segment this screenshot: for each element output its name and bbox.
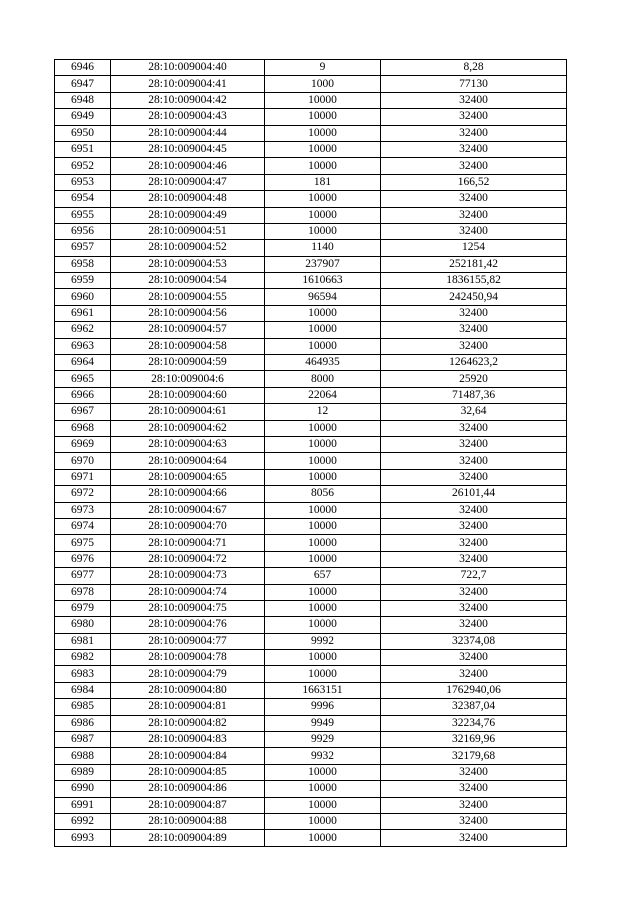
value-cell: 32400 [381, 158, 567, 174]
table-body [55, 60, 567, 847]
cadastral-number-cell: 28:10:009004:78 [111, 650, 265, 666]
row-number-cell: 6976 [55, 551, 111, 567]
table-row [55, 650, 567, 666]
cadastral-number-cell: 28:10:009004:47 [111, 174, 265, 190]
table-row [55, 486, 567, 502]
value-cell: 722,7 [381, 568, 567, 584]
table-row [55, 191, 567, 207]
cadastral-number-cell: 28:10:009004:45 [111, 141, 265, 157]
table-row [55, 584, 567, 600]
value-cell: 32400 [381, 600, 567, 616]
cadastral-number-cell: 28:10:009004:56 [111, 305, 265, 321]
value-cell: 32400 [381, 420, 567, 436]
value-cell: 32400 [381, 535, 567, 551]
area-cell: 22064 [265, 387, 381, 403]
cadastral-number-cell: 28:10:009004:49 [111, 207, 265, 223]
table-row [55, 830, 567, 846]
row-number-cell: 6979 [55, 600, 111, 616]
table-row [55, 699, 567, 715]
area-cell: 10000 [265, 436, 381, 452]
area-cell: 10000 [265, 469, 381, 485]
row-number-cell: 6965 [55, 371, 111, 387]
value-cell: 26101,44 [381, 486, 567, 502]
row-number-cell: 6992 [55, 813, 111, 829]
value-cell: 32169,96 [381, 732, 567, 748]
area-cell: 8000 [265, 371, 381, 387]
table-row [55, 617, 567, 633]
row-number-cell: 6964 [55, 355, 111, 371]
row-number-cell: 6978 [55, 584, 111, 600]
value-cell: 32400 [381, 551, 567, 567]
area-cell: 10000 [265, 207, 381, 223]
table-row [55, 666, 567, 682]
row-number-cell: 6990 [55, 781, 111, 797]
table-row [55, 682, 567, 698]
cadastral-number-cell: 28:10:009004:55 [111, 289, 265, 305]
area-cell: 10000 [265, 420, 381, 436]
table-row [55, 76, 567, 92]
cadastral-number-cell: 28:10:009004:59 [111, 355, 265, 371]
value-cell: 32400 [381, 436, 567, 452]
cadastral-number-cell: 28:10:009004:61 [111, 404, 265, 420]
row-number-cell: 6993 [55, 830, 111, 846]
area-cell: 10000 [265, 650, 381, 666]
table-row [55, 436, 567, 452]
row-number-cell: 6955 [55, 207, 111, 223]
cadastral-number-cell: 28:10:009004:73 [111, 568, 265, 584]
cadastral-number-cell: 28:10:009004:81 [111, 699, 265, 715]
row-number-cell: 6977 [55, 568, 111, 584]
area-cell: 10000 [265, 764, 381, 780]
area-cell: 10000 [265, 338, 381, 354]
row-number-cell: 6980 [55, 617, 111, 633]
area-cell: 10000 [265, 551, 381, 567]
table-row [55, 633, 567, 649]
cadastral-number-cell: 28:10:009004:74 [111, 584, 265, 600]
area-cell: 9 [265, 60, 381, 76]
row-number-cell: 6970 [55, 453, 111, 469]
table-row [55, 158, 567, 174]
cadastral-number-cell: 28:10:009004:79 [111, 666, 265, 682]
area-cell: 657 [265, 568, 381, 584]
row-number-cell: 6949 [55, 109, 111, 125]
area-cell: 12 [265, 404, 381, 420]
value-cell: 32400 [381, 617, 567, 633]
area-cell: 10000 [265, 109, 381, 125]
cadastral-number-cell: 28:10:009004:60 [111, 387, 265, 403]
value-cell: 32400 [381, 584, 567, 600]
row-number-cell: 6972 [55, 486, 111, 502]
cadastral-number-cell: 28:10:009004:71 [111, 535, 265, 551]
value-cell: 32400 [381, 797, 567, 813]
table-row [55, 371, 567, 387]
area-cell: 10000 [265, 223, 381, 239]
value-cell: 71487,36 [381, 387, 567, 403]
cadastral-number-cell: 28:10:009004:48 [111, 191, 265, 207]
row-number-cell: 6957 [55, 240, 111, 256]
row-number-cell: 6950 [55, 125, 111, 141]
table-row [55, 322, 567, 338]
area-cell: 9929 [265, 732, 381, 748]
table-row [55, 240, 567, 256]
row-number-cell: 6971 [55, 469, 111, 485]
area-cell: 10000 [265, 813, 381, 829]
value-cell: 32,64 [381, 404, 567, 420]
row-number-cell: 6958 [55, 256, 111, 272]
table-row [55, 289, 567, 305]
value-cell: 242450,94 [381, 289, 567, 305]
value-cell: 32400 [381, 305, 567, 321]
cadastral-number-cell: 28:10:009004:40 [111, 60, 265, 76]
value-cell: 32400 [381, 502, 567, 518]
row-number-cell: 6981 [55, 633, 111, 649]
cadastral-number-cell: 28:10:009004:85 [111, 764, 265, 780]
table-row [55, 715, 567, 731]
row-number-cell: 6956 [55, 223, 111, 239]
value-cell: 32400 [381, 191, 567, 207]
table-row [55, 109, 567, 125]
row-number-cell: 6959 [55, 273, 111, 289]
value-cell: 32234,76 [381, 715, 567, 731]
area-cell: 181 [265, 174, 381, 190]
value-cell: 32400 [381, 109, 567, 125]
row-number-cell: 6984 [55, 682, 111, 698]
area-cell: 1000 [265, 76, 381, 92]
value-cell: 32400 [381, 223, 567, 239]
row-number-cell: 6952 [55, 158, 111, 174]
row-number-cell: 6986 [55, 715, 111, 731]
row-number-cell: 6961 [55, 305, 111, 321]
row-number-cell: 6954 [55, 191, 111, 207]
table-row [55, 338, 567, 354]
table-row [55, 568, 567, 584]
area-cell: 10000 [265, 600, 381, 616]
cadastral-number-cell: 28:10:009004:57 [111, 322, 265, 338]
value-cell: 166,52 [381, 174, 567, 190]
value-cell: 1762940,06 [381, 682, 567, 698]
row-number-cell: 6960 [55, 289, 111, 305]
table-row [55, 518, 567, 534]
value-cell: 32400 [381, 469, 567, 485]
value-cell: 8,28 [381, 60, 567, 76]
document-table-container [54, 59, 566, 847]
cadastral-number-cell: 28:10:009004:82 [111, 715, 265, 731]
row-number-cell: 6975 [55, 535, 111, 551]
area-cell: 10000 [265, 453, 381, 469]
area-cell: 96594 [265, 289, 381, 305]
area-cell: 10000 [265, 125, 381, 141]
area-cell: 9932 [265, 748, 381, 764]
cadastral-number-cell: 28:10:009004:43 [111, 109, 265, 125]
table-row [55, 732, 567, 748]
value-cell: 32400 [381, 322, 567, 338]
area-cell: 9949 [265, 715, 381, 731]
area-cell: 1140 [265, 240, 381, 256]
cadastral-number-cell: 28:10:009004:87 [111, 797, 265, 813]
cadastral-number-cell: 28:10:009004:89 [111, 830, 265, 846]
cadastral-number-cell: 28:10:009004:46 [111, 158, 265, 174]
row-number-cell: 6973 [55, 502, 111, 518]
value-cell: 32400 [381, 650, 567, 666]
area-cell: 9992 [265, 633, 381, 649]
cadastral-number-cell: 28:10:009004:63 [111, 436, 265, 452]
area-cell: 464935 [265, 355, 381, 371]
area-cell: 9996 [265, 699, 381, 715]
table-row [55, 748, 567, 764]
area-cell: 237907 [265, 256, 381, 272]
row-number-cell: 6987 [55, 732, 111, 748]
area-cell: 10000 [265, 797, 381, 813]
area-cell: 10000 [265, 781, 381, 797]
cadastral-number-cell: 28:10:009004:70 [111, 518, 265, 534]
cadastral-number-cell: 28:10:009004:67 [111, 502, 265, 518]
row-number-cell: 6974 [55, 518, 111, 534]
table-row [55, 600, 567, 616]
table-row [55, 813, 567, 829]
row-number-cell: 6966 [55, 387, 111, 403]
row-number-cell: 6969 [55, 436, 111, 452]
value-cell: 1836155,82 [381, 273, 567, 289]
area-cell: 10000 [265, 322, 381, 338]
area-cell: 1663151 [265, 682, 381, 698]
table-row [55, 207, 567, 223]
area-cell: 10000 [265, 305, 381, 321]
value-cell: 1254 [381, 240, 567, 256]
table-row [55, 273, 567, 289]
row-number-cell: 6948 [55, 92, 111, 108]
row-number-cell: 6989 [55, 764, 111, 780]
area-cell: 10000 [265, 518, 381, 534]
row-number-cell: 6963 [55, 338, 111, 354]
cadastral-number-cell: 28:10:009004:83 [111, 732, 265, 748]
row-number-cell: 6946 [55, 60, 111, 76]
cadastral-number-cell: 28:10:009004:54 [111, 273, 265, 289]
cadastral-number-cell: 28:10:009004:65 [111, 469, 265, 485]
row-number-cell: 6947 [55, 76, 111, 92]
table-row [55, 92, 567, 108]
table-row [55, 453, 567, 469]
area-cell: 1610663 [265, 273, 381, 289]
table-row [55, 174, 567, 190]
value-cell: 32400 [381, 141, 567, 157]
area-cell: 10000 [265, 191, 381, 207]
table-row [55, 420, 567, 436]
value-cell: 32179,68 [381, 748, 567, 764]
table-row [55, 797, 567, 813]
cadastral-number-cell: 28:10:009004:53 [111, 256, 265, 272]
value-cell: 32400 [381, 830, 567, 846]
value-cell: 77130 [381, 76, 567, 92]
area-cell: 8056 [265, 486, 381, 502]
area-cell: 10000 [265, 617, 381, 633]
value-cell: 252181,42 [381, 256, 567, 272]
value-cell: 32400 [381, 518, 567, 534]
row-number-cell: 6991 [55, 797, 111, 813]
value-cell: 32387,04 [381, 699, 567, 715]
value-cell: 32400 [381, 453, 567, 469]
value-cell: 32400 [381, 666, 567, 682]
value-cell: 32374,08 [381, 633, 567, 649]
table-row [55, 60, 567, 76]
table-row [55, 355, 567, 371]
cadastral-number-cell: 28:10:009004:80 [111, 682, 265, 698]
value-cell: 32400 [381, 207, 567, 223]
row-number-cell: 6962 [55, 322, 111, 338]
table-row [55, 404, 567, 420]
cadastral-number-cell: 28:10:009004:6 [111, 371, 265, 387]
cadastral-number-cell: 28:10:009004:75 [111, 600, 265, 616]
row-number-cell: 6982 [55, 650, 111, 666]
cadastral-number-cell: 28:10:009004:86 [111, 781, 265, 797]
table-row [55, 223, 567, 239]
area-cell: 10000 [265, 584, 381, 600]
cadastral-number-cell: 28:10:009004:77 [111, 633, 265, 649]
area-cell: 10000 [265, 830, 381, 846]
table-row [55, 535, 567, 551]
table-row [55, 305, 567, 321]
table-row [55, 469, 567, 485]
area-cell: 10000 [265, 502, 381, 518]
row-number-cell: 6953 [55, 174, 111, 190]
value-cell: 32400 [381, 813, 567, 829]
row-number-cell: 6968 [55, 420, 111, 436]
table-row [55, 125, 567, 141]
row-number-cell: 6985 [55, 699, 111, 715]
row-number-cell: 6988 [55, 748, 111, 764]
cadastral-table [54, 59, 567, 847]
row-number-cell: 6951 [55, 141, 111, 157]
cadastral-number-cell: 28:10:009004:88 [111, 813, 265, 829]
cadastral-number-cell: 28:10:009004:72 [111, 551, 265, 567]
value-cell: 32400 [381, 764, 567, 780]
cadastral-number-cell: 28:10:009004:64 [111, 453, 265, 469]
table-row [55, 764, 567, 780]
cadastral-number-cell: 28:10:009004:84 [111, 748, 265, 764]
cadastral-number-cell: 28:10:009004:41 [111, 76, 265, 92]
cadastral-number-cell: 28:10:009004:62 [111, 420, 265, 436]
table-row [55, 141, 567, 157]
area-cell: 10000 [265, 666, 381, 682]
cadastral-number-cell: 28:10:009004:51 [111, 223, 265, 239]
row-number-cell: 6983 [55, 666, 111, 682]
cadastral-number-cell: 28:10:009004:44 [111, 125, 265, 141]
table-row [55, 256, 567, 272]
value-cell: 32400 [381, 338, 567, 354]
value-cell: 1264623,2 [381, 355, 567, 371]
row-number-cell: 6967 [55, 404, 111, 420]
value-cell: 32400 [381, 781, 567, 797]
table-row [55, 502, 567, 518]
value-cell: 25920 [381, 371, 567, 387]
cadastral-number-cell: 28:10:009004:76 [111, 617, 265, 633]
area-cell: 10000 [265, 535, 381, 551]
area-cell: 10000 [265, 92, 381, 108]
area-cell: 10000 [265, 141, 381, 157]
cadastral-number-cell: 28:10:009004:42 [111, 92, 265, 108]
table-row [55, 551, 567, 567]
value-cell: 32400 [381, 92, 567, 108]
table-row [55, 781, 567, 797]
value-cell: 32400 [381, 125, 567, 141]
cadastral-number-cell: 28:10:009004:52 [111, 240, 265, 256]
table-row [55, 387, 567, 403]
cadastral-number-cell: 28:10:009004:58 [111, 338, 265, 354]
cadastral-number-cell: 28:10:009004:66 [111, 486, 265, 502]
area-cell: 10000 [265, 158, 381, 174]
